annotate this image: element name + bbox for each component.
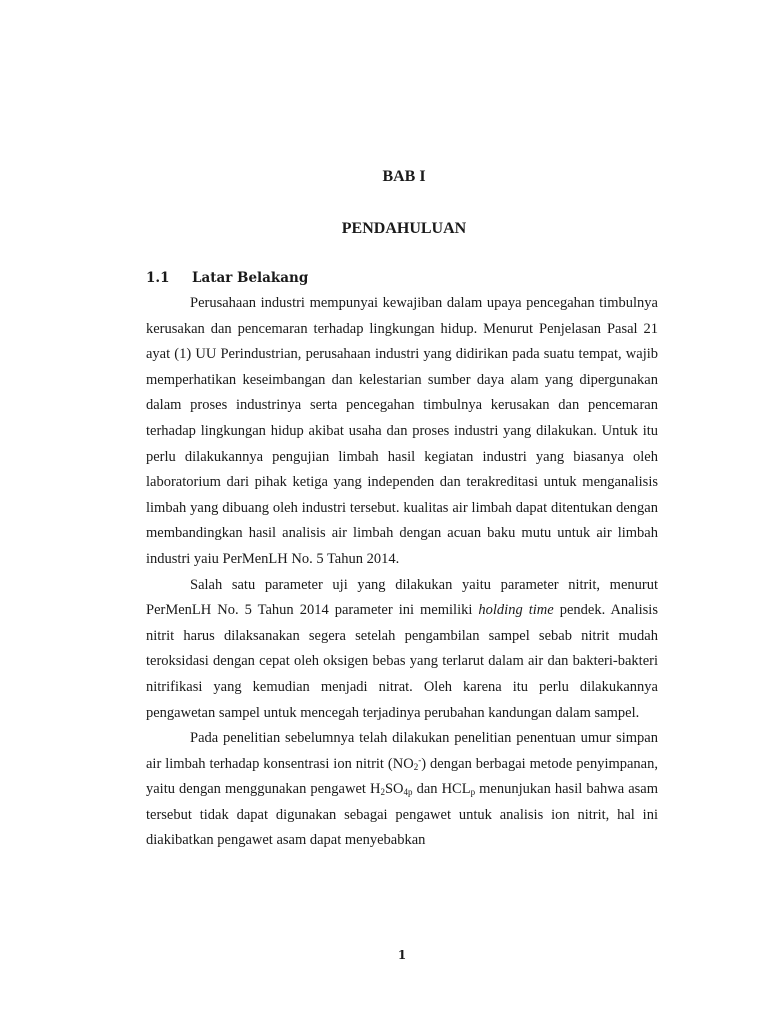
chapter-number: BAB I	[382, 168, 426, 185]
section-heading	[146, 270, 308, 286]
paragraph-3	[146, 726, 658, 854]
nitrite-subscript: 2	[413, 761, 419, 772]
body-text	[146, 291, 658, 854]
paragraph-3-text-3: SO	[384, 781, 404, 798]
h2-subscript: 2	[380, 787, 385, 798]
so4-subscript: 4p	[403, 787, 413, 798]
paragraph-2	[146, 573, 658, 727]
paragraph-1	[146, 291, 658, 573]
paragraph-2-text-after: pendek. Analisis nitrit harus dilaksanakan segera setelah pengambilan sampel sebab nitrit mudah teroksidasi dengan cepat oleh oksigen bebas yang terlarut dalam air dan bakteri-bakteri nitrifikasi yang kemudian menjadi nitrat. Oleh karena itu perlu dilakukannya pengawetan sampel untuk mencegah terjadinya perubahan kandungan dalam sampel.	[146, 602, 658, 721]
paragraph-3-text-1: Pada penelitian sebelumnya telah dilakukan penelitian penentuan umur simpan air limbah terhadap konsentrasi ion nitrit (NO	[146, 730, 658, 772]
hcl-subscript: p	[470, 787, 476, 798]
nitrite-charge: -	[418, 754, 422, 765]
paragraph-2-text-before: Salah satu parameter uji yang dilakukan yaitu parameter nitrit, menurut PerMenLH No. 5 Tahun 2014 parameter ini memiliki	[146, 576, 658, 619]
section-number: 1.1	[146, 270, 170, 286]
paragraph-3-text-5: menunjukan hasil bahwa asam tersebut tidak dapat digunakan sebagai pengawet untuk analisis ion nitrit, hal ini diakibatkan pengawet asam dapat menyebabkan	[146, 781, 659, 849]
paragraph-3-text-2: ) dengan berbagai metode penyimpanan, yaitu dengan menggunakan pengawet H	[146, 755, 658, 798]
section-title: Latar Belakang	[192, 270, 309, 286]
paragraph-1-text: Perusahaan industri mempunyai kewajiban dalam upaya pencegahan timbulnya kerusakan dan pencemaran terhadap lingkungan hidup. Menurut Penjelasan Pasal 21 ayat (1) UU Perindustrian, perusahaan industri yang didirikan pada suatu tempat, wajib memperhatikan keseimbangan dan kelestarian sumber daya alam yang dipergunakan dalam proses industrinya serta pencegahan timbulnya kerusakan dan pencemaran terhadap lingkungan hidup akibat usaha dan proses industri yang dilakukan. Untuk itu perlu dilakukannya pengujian limbah hasil kegiatan industri yang biasanya oleh laboratorium dari pihak ketiga yang independen dan terakreditasi untuk menganalisis limbah yang dibuang oleh industri tersebut. kualitas air limbah dapat ditentukan dengan membandingkan hasil analisis air limbah dengan acuan baku mutu untuk air limbah industri yaiu PerMenLH No. 5 Tahun 2014.	[146, 295, 658, 567]
chapter-title: PENDAHULUAN	[341, 220, 467, 237]
italic-term: holding time	[478, 602, 554, 619]
paragraph-3-text-4: dan HCL	[412, 781, 471, 798]
page-number: 1	[397, 948, 407, 962]
